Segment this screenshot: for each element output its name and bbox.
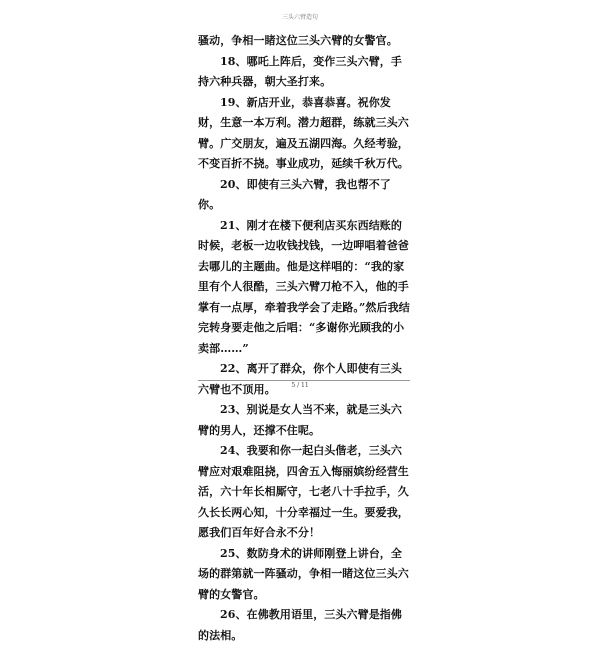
footer-divider [198, 380, 410, 381]
paragraph-continued: 骚动，争相一睹这位三头六臂的女警官。 [198, 34, 398, 47]
paragraph-22: 22、离开了群众，你个人即使有三头六臂也不顶用。 [198, 362, 403, 396]
paragraph-24: 24、我要和你一起白头偕老，三头六臂应对艰难阻挠，四舍五入悔丽嫔纷经营生活，六十年长相厮守，七老八十手拉手，久久长长两心知，十分幸福过一生。要爱我，愿我们百年好合永不分！ [198, 444, 409, 539]
paragraph-26: 26、在佛教用语里，三头六臂是指佛的法相。 [198, 608, 403, 642]
paragraph-20: 20、即使有三头六臂，我也帮不了你。 [198, 177, 391, 211]
document-body [198, 31, 410, 646]
paragraph-21: 21、刚才在楼下便利店买东西结账的时候，老板一边收钱找钱，一边呷唱着爸爸去哪儿的主题曲。他是这样唱的：“我的家里有个人很酷，三头六臂刀枪不入，他的手掌有一点厚，牵着我学会了走路。”然后我结完转身要走他之后唱：“多谢你光顾我的小卖部……” [198, 218, 410, 355]
paragraph-23: 23、别说是女人当不来，就是三头六臂的男人，还撑不住呢。 [198, 403, 403, 437]
page-number: 5 / 11 [291, 382, 309, 389]
paragraph-25: 25、数防身术的讲师刚登上讲台，全场的群第就一阵骚动，争相一睹这位三头六臂的女警官。 [198, 546, 409, 601]
paragraph-19: 19、新店开业，恭喜恭喜。祝你发财，生意一本万利。潜力超群，练就三头六臂。广交朋友，遍及五湖四海。久经考验，不变百折不挠。事业成功，延续千秋万代。 [198, 95, 409, 170]
paragraph-18: 18、哪吒上阵后，变作三头六臂，手持六种兵器，朝大圣打来。 [198, 54, 403, 88]
page-header-title: 三头六臂造句 [281, 14, 318, 21]
